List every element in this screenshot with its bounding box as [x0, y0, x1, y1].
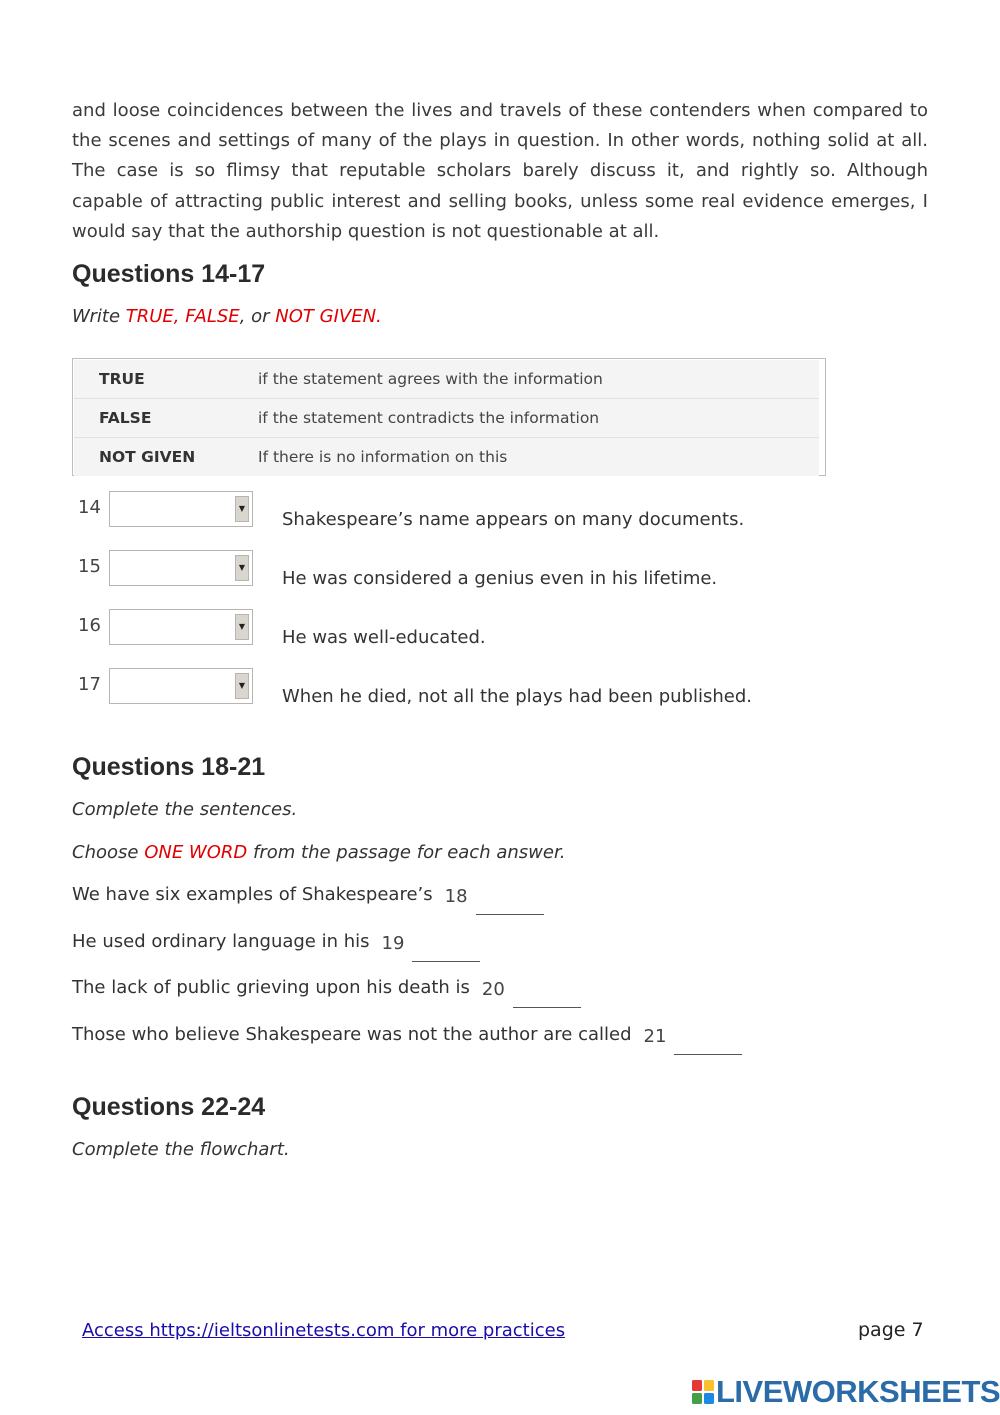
- one-word-instruction: [72, 842, 565, 863]
- legend-row-true: [74, 360, 819, 399]
- instr-from-passage: from the passage for each answer.: [253, 842, 566, 863]
- instr-true-false: TRUE, FALSE: [125, 306, 240, 327]
- question-statement: Shakespeare’s name appears on many documents.: [282, 509, 745, 530]
- liveworksheets-grid-icon: [692, 1380, 714, 1404]
- sentence-21: [72, 1024, 742, 1058]
- sentence-text: The lack of public grieving upon his death is: [72, 977, 470, 998]
- question-statement: He was well-educated.: [282, 627, 486, 648]
- answer-dropdown-14[interactable]: [109, 491, 253, 527]
- flowchart-instruction: Complete the flowchart.: [72, 1139, 290, 1160]
- question-17: [72, 668, 832, 718]
- legend-desc: if the statement contradicts the information: [258, 409, 600, 427]
- legend-desc: If there is no information on this: [258, 448, 508, 466]
- dropdown-arrow-icon[interactable]: ▼: [235, 614, 249, 640]
- question-number: 14: [78, 497, 101, 518]
- legend-key: NOT GIVEN: [99, 448, 196, 466]
- legend-desc: if the statement agrees with the information: [258, 370, 603, 388]
- sentence-text: We have six examples of Shakespeare’s: [72, 884, 433, 905]
- sentence-19: [72, 931, 480, 965]
- sentence-18: [72, 884, 544, 918]
- sentence-text: Those who believe Shakespeare was not the author are called: [72, 1024, 632, 1045]
- page-number: page 7: [858, 1319, 924, 1341]
- ielts-practice-link[interactable]: Access https://ieltsonlinetests.com for more practices: [82, 1320, 566, 1341]
- legend-row-false: [74, 399, 819, 438]
- question-number: 17: [78, 674, 101, 695]
- question-number: 21: [643, 1026, 667, 1047]
- complete-sentences-instruction: Complete the sentences.: [72, 799, 298, 820]
- answer-dropdown-16[interactable]: [109, 609, 253, 645]
- question-number: 20: [481, 979, 505, 1000]
- question-15: [72, 550, 832, 600]
- instr-choose: Choose: [72, 842, 139, 863]
- answer-input-21[interactable]: [674, 1024, 742, 1055]
- instr-or: , or: [239, 306, 270, 327]
- legend-key: TRUE: [99, 370, 145, 388]
- answer-input-18[interactable]: [476, 884, 544, 915]
- legend-key: FALSE: [99, 409, 152, 427]
- sentence-text: He used ordinary language in his: [72, 931, 370, 952]
- section-heading-22-24: Questions 22-24: [72, 1093, 266, 1121]
- question-number: 16: [78, 615, 101, 636]
- answer-input-19[interactable]: [412, 931, 480, 962]
- logo-text: LIVEWORKSHEETS: [716, 1374, 1000, 1409]
- sentence-20: [72, 977, 581, 1011]
- dropdown-arrow-icon[interactable]: ▼: [235, 496, 249, 522]
- legend-row-not-given: [74, 438, 819, 476]
- question-16: [72, 609, 832, 659]
- answer-input-20[interactable]: [513, 977, 581, 1008]
- section-heading-14-17: Questions 14-17: [72, 260, 266, 288]
- liveworksheets-logo[interactable]: [692, 1373, 1000, 1411]
- instr-write: Write: [72, 306, 121, 327]
- passage-text: and loose coincidences between the lives and travels of these contenders when compared to the scenes and settings of many of the plays in question. In other words, nothing solid at all. The case is so flimsy that reputable scholars barely discuss it, and rightly so. Although capable of attracting public interest and selling books, unless some real evidence emerges, I would say that the authorship question is not questionable at all.: [72, 100, 928, 242]
- tfng-instruction: [72, 306, 382, 327]
- section-heading-18-21: Questions 18-21: [72, 753, 266, 781]
- question-statement: When he died, not all the plays had been published.: [282, 686, 752, 707]
- question-statement: He was considered a genius even in his lifetime.: [282, 568, 718, 589]
- answer-key-table: [72, 358, 826, 476]
- answer-dropdown-17[interactable]: [109, 668, 253, 704]
- instr-not-given: NOT GIVEN.: [275, 306, 382, 327]
- question-number: 18: [444, 886, 468, 907]
- question-14: [72, 491, 832, 541]
- instr-one-word: ONE WORD: [144, 842, 248, 863]
- question-number: 15: [78, 556, 101, 577]
- dropdown-arrow-icon[interactable]: ▼: [235, 555, 249, 581]
- answer-dropdown-15[interactable]: [109, 550, 253, 586]
- dropdown-arrow-icon[interactable]: ▼: [235, 673, 249, 699]
- question-number: 19: [381, 933, 405, 954]
